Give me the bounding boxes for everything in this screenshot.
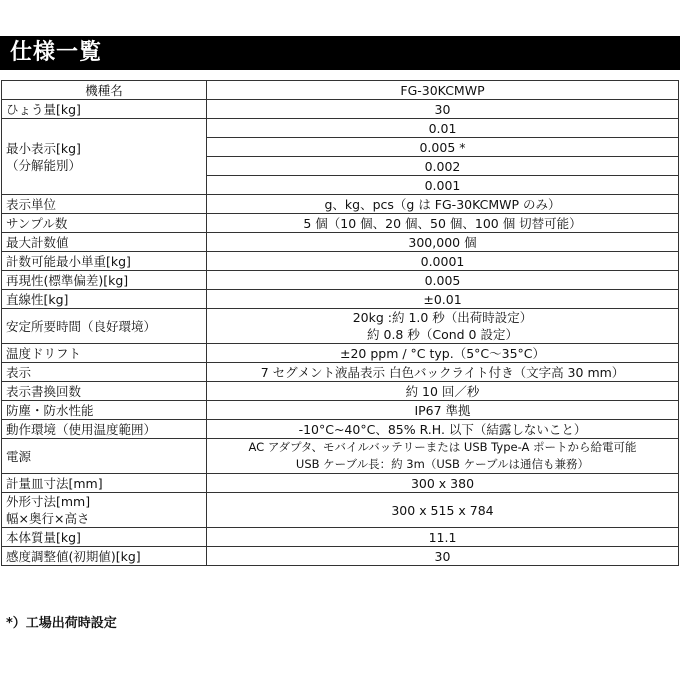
section-title: 仕様一覧 xyxy=(10,40,103,65)
table-row xyxy=(2,271,679,290)
row-label: 感度調整値(初期値)[kg] xyxy=(2,547,207,566)
row-label: 表示単位 xyxy=(2,195,207,214)
row-label: 最大計数値 xyxy=(2,233,207,252)
table-row xyxy=(2,420,679,439)
row-value: 11.1 xyxy=(207,528,679,547)
table-row xyxy=(2,547,679,566)
row-label: 機種名 xyxy=(2,81,207,100)
table-row xyxy=(2,493,679,528)
row-label: 表示 xyxy=(2,363,207,382)
row-label: 電源 xyxy=(2,439,207,474)
table-row xyxy=(2,290,679,309)
table-row xyxy=(2,309,679,344)
row-value: 300,000 個 xyxy=(207,233,679,252)
row-value-power xyxy=(207,439,679,474)
spec-table xyxy=(1,80,679,566)
row-value: -10°C~40°C、85% R.H. 以下（結露しないこと） xyxy=(207,420,679,439)
table-row xyxy=(2,474,679,493)
row-value: 7 セグメント液晶表示 白色バックライト付き（文字高 30 mm） xyxy=(207,363,679,382)
row-value: 約 10 回／秒 xyxy=(207,382,679,401)
row-value: 0.005 * xyxy=(207,138,679,157)
row-value-stabilization xyxy=(207,309,679,344)
row-value: 30 xyxy=(207,100,679,119)
row-label: 最小表示[kg] xyxy=(6,140,81,156)
row-value: 0.01 xyxy=(207,119,679,138)
row-value: AC アダプタ、モバイルバッテリーまたは USB Type-A ポートから給電可能 xyxy=(248,440,637,454)
row-value: 300 x 515 x 784 xyxy=(207,493,679,528)
row-value: IP67 準拠 xyxy=(207,401,679,420)
row-label: 幅×奥行×高さ xyxy=(6,511,90,526)
table-row xyxy=(2,214,679,233)
row-value: FG-30KCMWP xyxy=(207,81,679,100)
table-row xyxy=(2,195,679,214)
row-label: 計数可能最小単重[kg] xyxy=(2,252,207,271)
row-label: （分解能別） xyxy=(6,157,82,173)
row-value: 5 個（10 個、20 個、50 個、100 個 切替可能） xyxy=(207,214,679,233)
table-row xyxy=(2,439,679,474)
row-label: 外形寸法[mm] xyxy=(6,494,91,509)
row-value: 0.001 xyxy=(207,176,679,195)
row-value: 30 xyxy=(207,547,679,566)
table-row xyxy=(2,344,679,363)
row-label: サンプル数 xyxy=(2,214,207,233)
footnote: *）工場出荷時設定 xyxy=(6,616,117,631)
row-label: 温度ドリフト xyxy=(2,344,207,363)
row-label: 表示書換回数 xyxy=(2,382,207,401)
table-row xyxy=(2,233,679,252)
row-label: 動作環境（使用温度範囲） xyxy=(2,420,207,439)
row-value: 20kg :約 1.0 秒（出荷時設定） xyxy=(352,310,533,325)
row-label: 本体質量[kg] xyxy=(2,528,207,547)
row-value: 約 0.8 秒（Cond 0 設定） xyxy=(367,327,518,342)
table-row xyxy=(2,401,679,420)
row-value: 300 x 380 xyxy=(207,474,679,493)
row-value: 0.002 xyxy=(207,157,679,176)
row-label: 再現性(標準偏差)[kg] xyxy=(2,271,207,290)
table-row xyxy=(2,119,679,138)
table-row xyxy=(2,252,679,271)
row-value: 0.0001 xyxy=(207,252,679,271)
row-label: 防塵・防水性能 xyxy=(2,401,207,420)
row-label: 直線性[kg] xyxy=(2,290,207,309)
table-row xyxy=(2,363,679,382)
table-row xyxy=(2,382,679,401)
row-label-min-display xyxy=(2,119,207,195)
row-value: ±20 ppm / °C typ.（5°C～35°C） xyxy=(207,344,679,363)
section-header xyxy=(0,36,680,70)
row-value: g、kg、pcs（g は FG-30KCMWP のみ） xyxy=(207,195,679,214)
table-row xyxy=(2,528,679,547)
table-row xyxy=(2,81,679,100)
row-label: ひょう量[kg] xyxy=(2,100,207,119)
row-label: 安定所要時間（良好環境） xyxy=(2,309,207,344)
row-value: ±0.01 xyxy=(207,290,679,309)
table-row xyxy=(2,100,679,119)
row-value: 0.005 xyxy=(207,271,679,290)
row-value: USB ケーブル長：約 3m（USB ケーブルは通信も兼務） xyxy=(295,457,590,471)
row-label: 計量皿寸法[mm] xyxy=(2,474,207,493)
row-label-dimensions xyxy=(2,493,207,528)
